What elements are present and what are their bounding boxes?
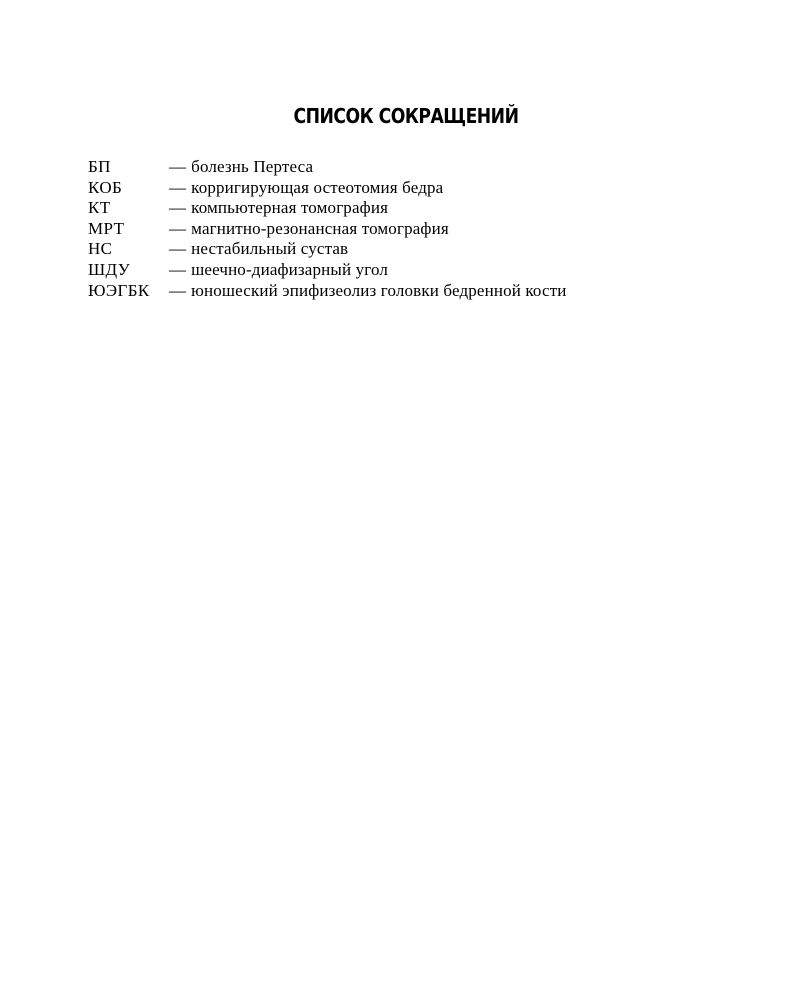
abbreviation-definition — [169, 157, 313, 178]
abbreviation-list — [88, 157, 567, 301]
abbreviation-definition — [169, 239, 348, 260]
abbreviation-term: КОБ — [88, 177, 123, 197]
em-dash: — — [169, 239, 187, 259]
abbreviation-term: ШДУ — [88, 259, 131, 279]
abbreviation-term: КТ — [88, 198, 111, 218]
em-dash: — — [169, 218, 187, 238]
abbreviation-definition — [169, 281, 567, 302]
abbreviation-definition — [169, 260, 388, 281]
abbreviation-definition — [169, 178, 443, 199]
definition-text: болезнь Пертеса — [191, 157, 314, 176]
abbreviation-term: ЮЭГБК — [88, 280, 150, 300]
definition-text: корригирующая остеотомия бедра — [191, 177, 444, 197]
em-dash: — — [169, 177, 187, 197]
definition-text: компьютерная томография — [191, 198, 389, 218]
definition-text: шеечно-диафизарный угол — [191, 259, 389, 279]
abbreviation-term: МРТ — [88, 218, 125, 238]
abbreviation-term: БП — [88, 157, 111, 176]
list-item — [88, 281, 567, 302]
abbreviation-definition — [169, 198, 388, 219]
list-item — [88, 198, 567, 219]
list-item — [88, 239, 567, 260]
list-item — [88, 178, 567, 199]
list-item — [88, 260, 567, 281]
list-item — [88, 157, 567, 178]
abbreviation-definition — [169, 219, 449, 240]
em-dash: — — [169, 157, 187, 176]
list-item — [88, 219, 567, 240]
page-title: СПИСОК СОКРАЩЕНИЙ — [293, 104, 519, 128]
em-dash: — — [169, 259, 187, 279]
definition-text: магнитно-резонансная томография — [191, 218, 449, 238]
definition-text: юношеский эпифизеолиз головки бедренной кости — [191, 280, 567, 300]
abbreviation-term: НС — [88, 239, 113, 259]
definition-text: нестабильный сустав — [191, 239, 349, 259]
em-dash: — — [169, 280, 187, 300]
em-dash: — — [169, 198, 187, 218]
